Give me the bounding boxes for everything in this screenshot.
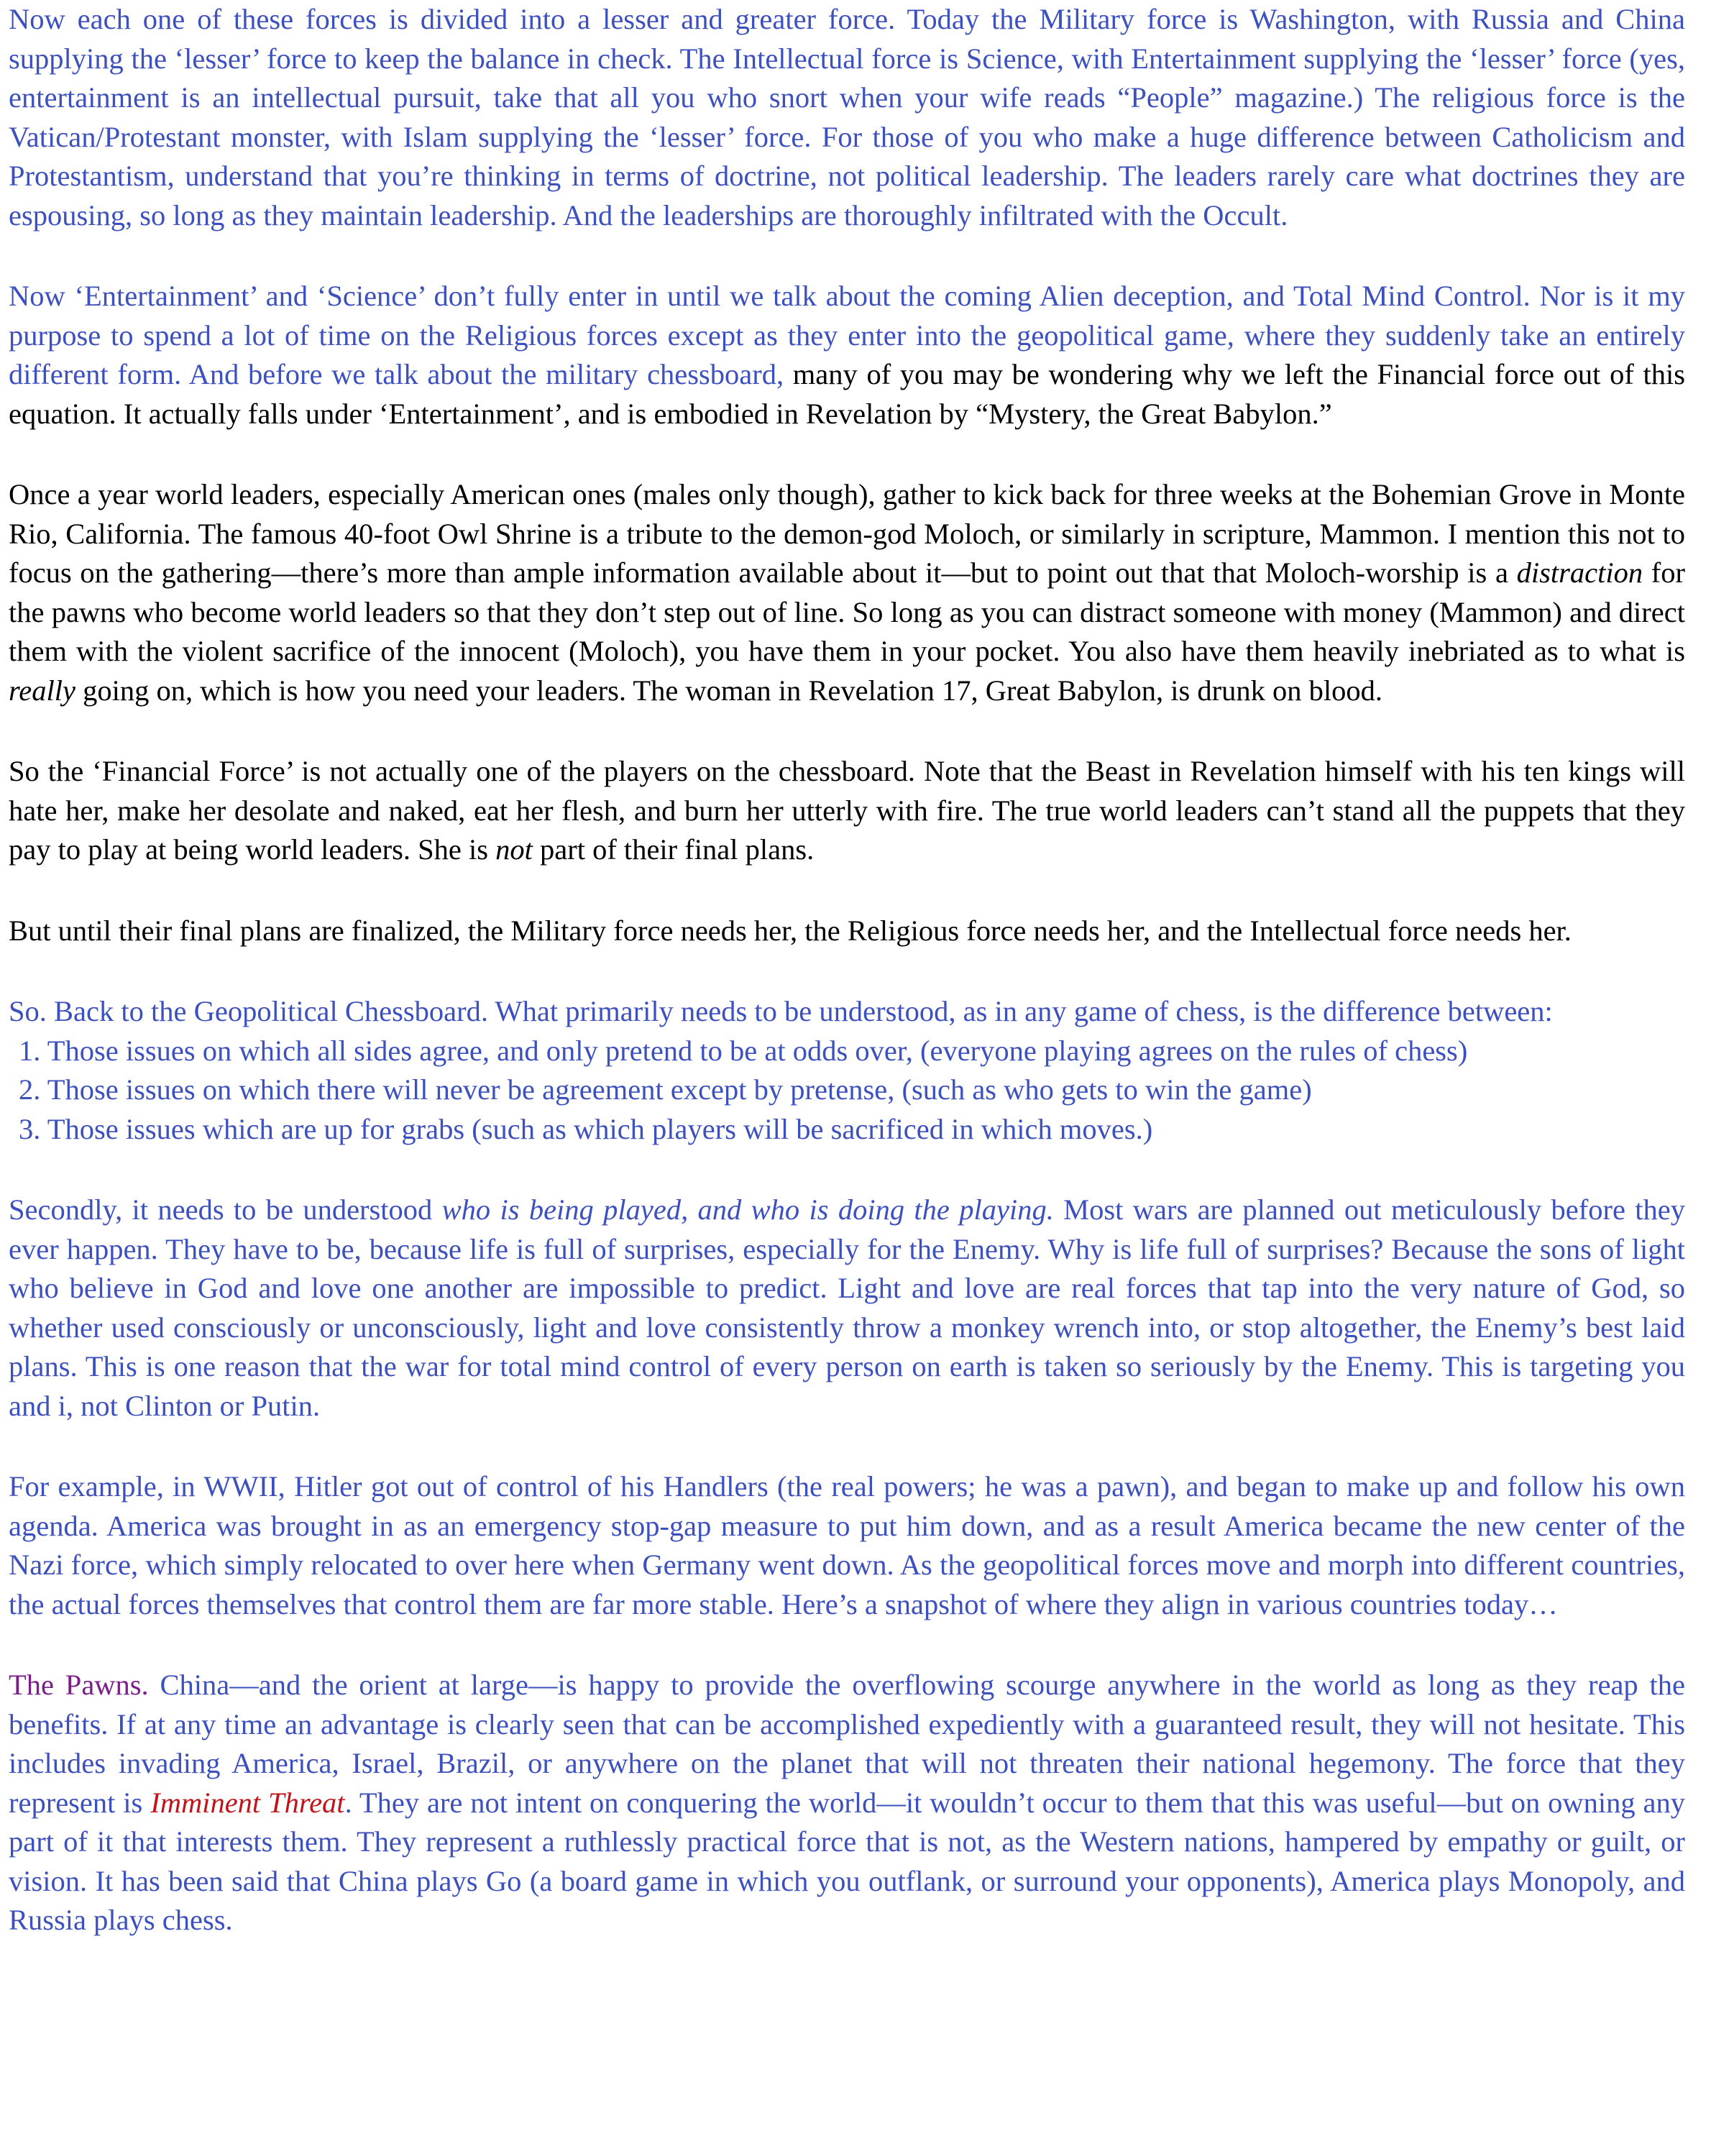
- paragraph-text: Secondly, it needs to be understood: [9, 1193, 442, 1226]
- paragraph-text-blue: Now ‘Entertainment’ and ‘Science’ don’t fully enter in until we talk about the coming Alien deception, and Total Mind Control. Nor is it my purpose to spend a lot of time on the Religious forces except as they enter into the geopolitical game, where they suddenly take an entirely different form. And before we talk about the military chessboard,: [9, 280, 1685, 390]
- paragraph-bohemian-grove: [9, 475, 1685, 710]
- list-item: 2. Those issues on which there will never be agreement except by pretense, (such as who gets to win the game): [19, 1073, 1312, 1106]
- paragraph-wwii-example: [9, 1467, 1685, 1624]
- paragraph-text: part of their final plans.: [532, 833, 815, 866]
- paragraph-forces-divided: [9, 0, 1685, 235]
- paragraph-text: . They are not intent on conquering the world—it wouldn’t occur to them that this was useful—but on owning any part of it that interests them. They represent a ruthlessly practical force that is not, as the Western nations, hampered by empathy or guilt, or vision. It has been said that China plays Go (a board game in which you outflank, or surround your opponents), America plays Monopoly, and Russia plays chess.: [9, 1786, 1685, 1936]
- emphasis-imminent-threat: Imminent Threat: [150, 1786, 345, 1819]
- emphasis-not: not: [495, 833, 533, 866]
- paragraph-text: But until their final plans are finalized, the Military force needs her, the Religious force needs her, and the Intellectual force needs her.: [9, 914, 1572, 947]
- paragraph-text: Now each one of these forces is divided into a lesser and greater force. Today the Military force is Washington, with Russia and China supplying the ‘lesser’ force to keep the balance in check. The Intellectual force is Science, with Entertainment supplying the ‘lesser’ force (yes, entertainment is an intellectual pursuit, take that all you who snort when your wife reads “People” magazine.) The religious force is the Vatican/Protestant monster, with Islam supplying the ‘lesser’ force. For those of you who make a huge difference between Catholicism and Protestantism, understand that you’re thinking in terms of doctrine, not political leadership. The leaders rarely care what doctrines they are espousing, so long as they maintain leadership. And the leaderships are thoroughly infiltrated with the Occult.: [9, 3, 1685, 231]
- list-item: 3. Those issues which are up for grabs (such as which players will be sacrificed in which moves.): [19, 1112, 1153, 1145]
- emphasis-really: really: [9, 674, 75, 707]
- section-heading-the-pawns: The Pawns.: [9, 1669, 149, 1701]
- paragraph-final-plans: [9, 912, 1685, 951]
- list-item: 1. Those issues on which all sides agree, and only pretend to be at odds over, (everyone playing agrees on the rules of chess): [19, 1034, 1468, 1067]
- paragraph-chessboard-intro: [9, 992, 1685, 1032]
- emphasis-distraction: distraction: [1516, 556, 1643, 589]
- paragraph-text: So. Back to the Geopolitical Chessboard. What primarily needs to be understood, as in any game of chess, is the difference between:: [9, 995, 1553, 1027]
- paragraph-entertainment-science: [9, 277, 1685, 434]
- issues-list: [9, 1032, 1685, 1150]
- paragraph-financial-force: [9, 752, 1685, 870]
- paragraph-text: China—and the orient at large—is happy to provide the overflowing scourge anywhere in the world as long as they reap the benefits. If at any time an advantage is clearly seen that can be accomplished expediently with a guaranteed result, they will not hesitate. This includes invading America, Israel, Brazil, or anywhere on the planet that will not threaten their national hegemony. The force that they represent is: [9, 1669, 1685, 1819]
- paragraph-the-pawns: [9, 1666, 1685, 1940]
- emphasis-who-is-played: who is being played, and who is doing the playing.: [441, 1193, 1054, 1226]
- paragraph-text: Most wars are planned out meticulously before they ever happen. They have to be, because life is full of surprises, especially for the Enemy. Why is life full of surprises? Because the sons of light who believe in God and love one another are impossible to predict. Light and love are real forces that tap into the very nature of God, so whether used consciously or unconsciously, light and love consistently throw a monkey wrench into, or stop altogether, the Enemy’s best laid plans. This is one reason that the war for total mind control of every person on earth is taken so seriously by the Enemy. This is targeting you and i, not Clinton or Putin.: [9, 1193, 1685, 1422]
- paragraph-text: For example, in WWII, Hitler got out of control of his Handlers (the real powers; he was a pawn), and began to make up and follow his own agenda. America was brought in as an emergency stop-gap measure to put him down, and as a result America became the new center of the Nazi force, which simply relocated to over here when Germany went down. As the geopolitical forces move and morph into different countries, the actual forces themselves that control them are far more stable. Here’s a snapshot of where they align in various countries today…: [9, 1470, 1685, 1620]
- paragraph-who-is-played: [9, 1191, 1685, 1426]
- paragraph-text: Once a year world leaders, especially American ones (males only though), gather to kick back for three weeks at the Bohemian Grove in Monte Rio, California. The famous 40-foot Owl Shrine is a tribute to the demon-god Moloch, or similarly in scripture, Mammon. I mention this not to focus on the gathering—there’s more than ample information available about it—but to point out that that Moloch-worship is a: [9, 478, 1685, 589]
- paragraph-text: going on, which is how you need your leaders. The woman in Revelation 17, Great Babylon, is drunk on blood.: [75, 674, 1383, 707]
- paragraph-text: for the pawns who become world leaders so that they don’t step out of line. So long as you can distract someone with money (Mammon) and direct them with the violent sacrifice of the innocent (Moloch), you have them in your pocket. You also have them heavily inebriated as to what is: [9, 556, 1685, 667]
- paragraph-text-black: many of you may be wondering why we left the Financial force out of this equation. It actually falls under ‘Entertainment’, and is embodied in Revelation by “Mystery, the Great Babylon.”: [9, 358, 1686, 430]
- paragraph-text: So the ‘Financial Force’ is not actually one of the players on the chessboard. Note that the Beast in Revelation himself with his ten kings will hate her, make her desolate and naked, eat her flesh, and burn her utterly with fire. The true world leaders can’t stand all the puppets that they pay to play at being world leaders. She is: [9, 755, 1685, 866]
